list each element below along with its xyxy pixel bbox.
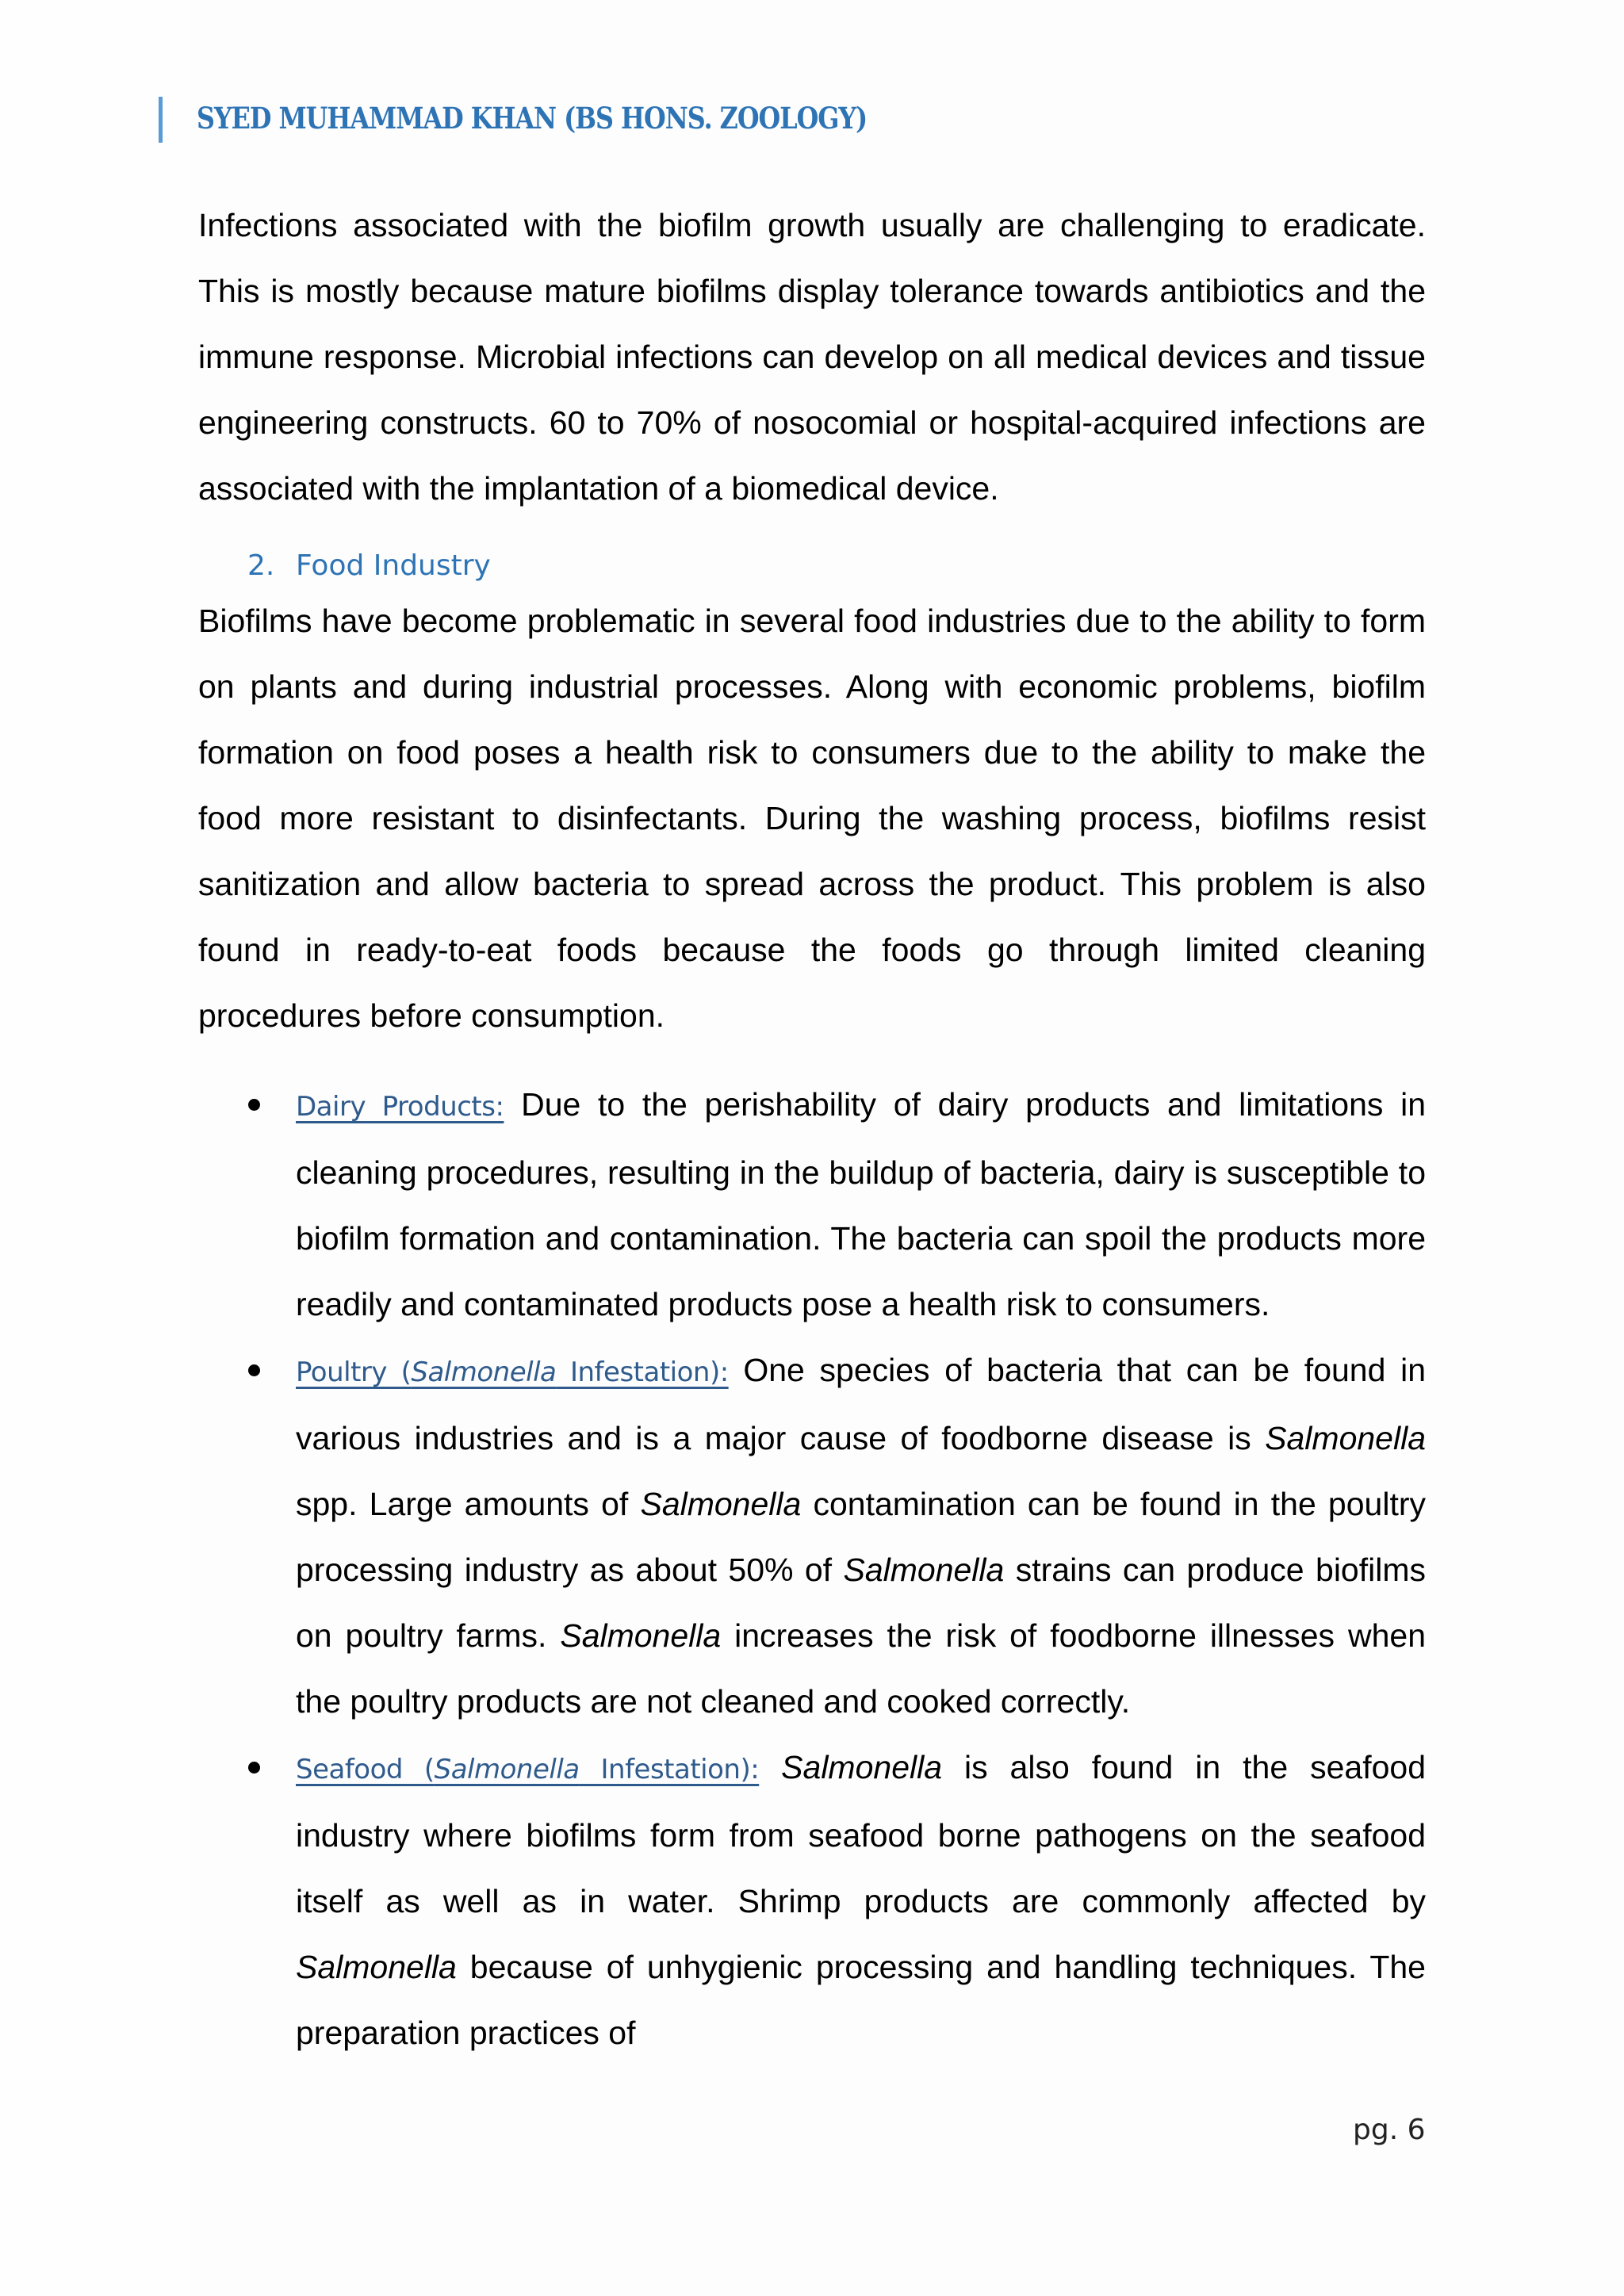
title-part: Infestation): xyxy=(556,1357,729,1388)
bullet-title-poultry[interactable] xyxy=(296,1357,729,1388)
page-number: pg. 6 xyxy=(1353,2114,1426,2146)
title-species: Salmonella xyxy=(411,1357,557,1388)
bullet-item-seafood xyxy=(198,1735,1426,2066)
bullet-item-dairy xyxy=(198,1072,1426,1337)
bullet-icon xyxy=(248,1364,260,1376)
species-name: Salmonella xyxy=(843,1552,1005,1588)
section-heading-food-industry xyxy=(247,542,491,590)
species-name: Salmonella xyxy=(640,1486,802,1522)
bullet-title-dairy[interactable]: Dairy Products: xyxy=(296,1091,504,1123)
header-title: SYED MUHAMMAD KHAN (BS HONS. ZOOLOGY) xyxy=(197,101,868,136)
bullet-icon xyxy=(248,1762,260,1774)
bullet-item-poultry xyxy=(198,1337,1426,1735)
bullet-title-seafood[interactable] xyxy=(296,1754,759,1785)
bullet-icon xyxy=(248,1099,260,1111)
bullet-text-segment: is also found in the seafood industry where biofilms form from seafood borne pathogens on the seafood itself as well as in water. Shrimp products are commonly affected by xyxy=(296,1749,1427,1919)
bullet-text-segment: increases the risk of foodborne illnesses when the poultry products are not cleaned and cooked correctly. xyxy=(296,1617,1426,1720)
title-part: Seafood ( xyxy=(296,1754,435,1785)
section-number: 2. xyxy=(247,549,275,582)
bullet-text-segment xyxy=(759,1749,781,1785)
food-industry-section xyxy=(198,588,1426,1049)
species-name: Salmonella xyxy=(1265,1420,1426,1456)
food-industry-bullet-list xyxy=(198,1072,1426,2066)
section-title: Food Industry xyxy=(296,549,491,582)
bullet-text-segment: because of unhygienic processing and handling techniques. The preparation practices of xyxy=(296,1949,1426,2051)
bullet-text-segment: strains can produce biofilms on poultry farms. xyxy=(296,1552,1426,1654)
species-name: Salmonella xyxy=(781,1749,943,1785)
header-accent-bar xyxy=(159,97,163,143)
bullet-text-segment: One species of bacteria that can be found in various industries and is a major cause of foodborne disease is xyxy=(296,1352,1426,1456)
food-industry-paragraph: Biofilms have become problematic in several food industries due to the ability to form on plants and during industrial processes. Along with economic problems, biofilm formation on food poses a health risk to consumers due to the ability to make the food more resistant to disinfectants. During the washing process, biofilms resist sanitization and allow bacteria to spread across the product. This problem is also found in ready-to-eat foods because the foods go through limited cleaning procedures before consumption. xyxy=(198,603,1426,1034)
species-name: Salmonella xyxy=(560,1617,722,1654)
bullet-text-segment: spp. Large amounts of xyxy=(296,1486,641,1522)
bullet-text-dairy: Due to the perishability of dairy products and limitations in cleaning procedures, resulting in the buildup of bacteria, dairy is susceptible to biofilm formation and contamination. The bacteria can spoil the products more readily and contaminated products pose a health risk to consumers. xyxy=(296,1086,1426,1322)
intro-paragraph: Infections associated with the biofilm growth usually are challenging to eradicate. This is mostly because mature biofilms display tolerance towards antibiotics and the immune response. Microbial infections can develop on all medical devices and tissue engineering constructs. 60 to 70% of nosocomial or hospital-acquired infections are associated with the implantation of a biomedical device. xyxy=(198,207,1426,507)
bullet-text-segment: contamination can be found in the poultry processing industry as about 50% of xyxy=(296,1486,1426,1588)
species-name: Salmonella xyxy=(296,1949,457,1985)
title-part: Poultry ( xyxy=(296,1357,412,1388)
title-part: Infestation): xyxy=(579,1754,760,1785)
title-species: Salmonella xyxy=(434,1754,580,1785)
intro-section xyxy=(198,193,1426,522)
